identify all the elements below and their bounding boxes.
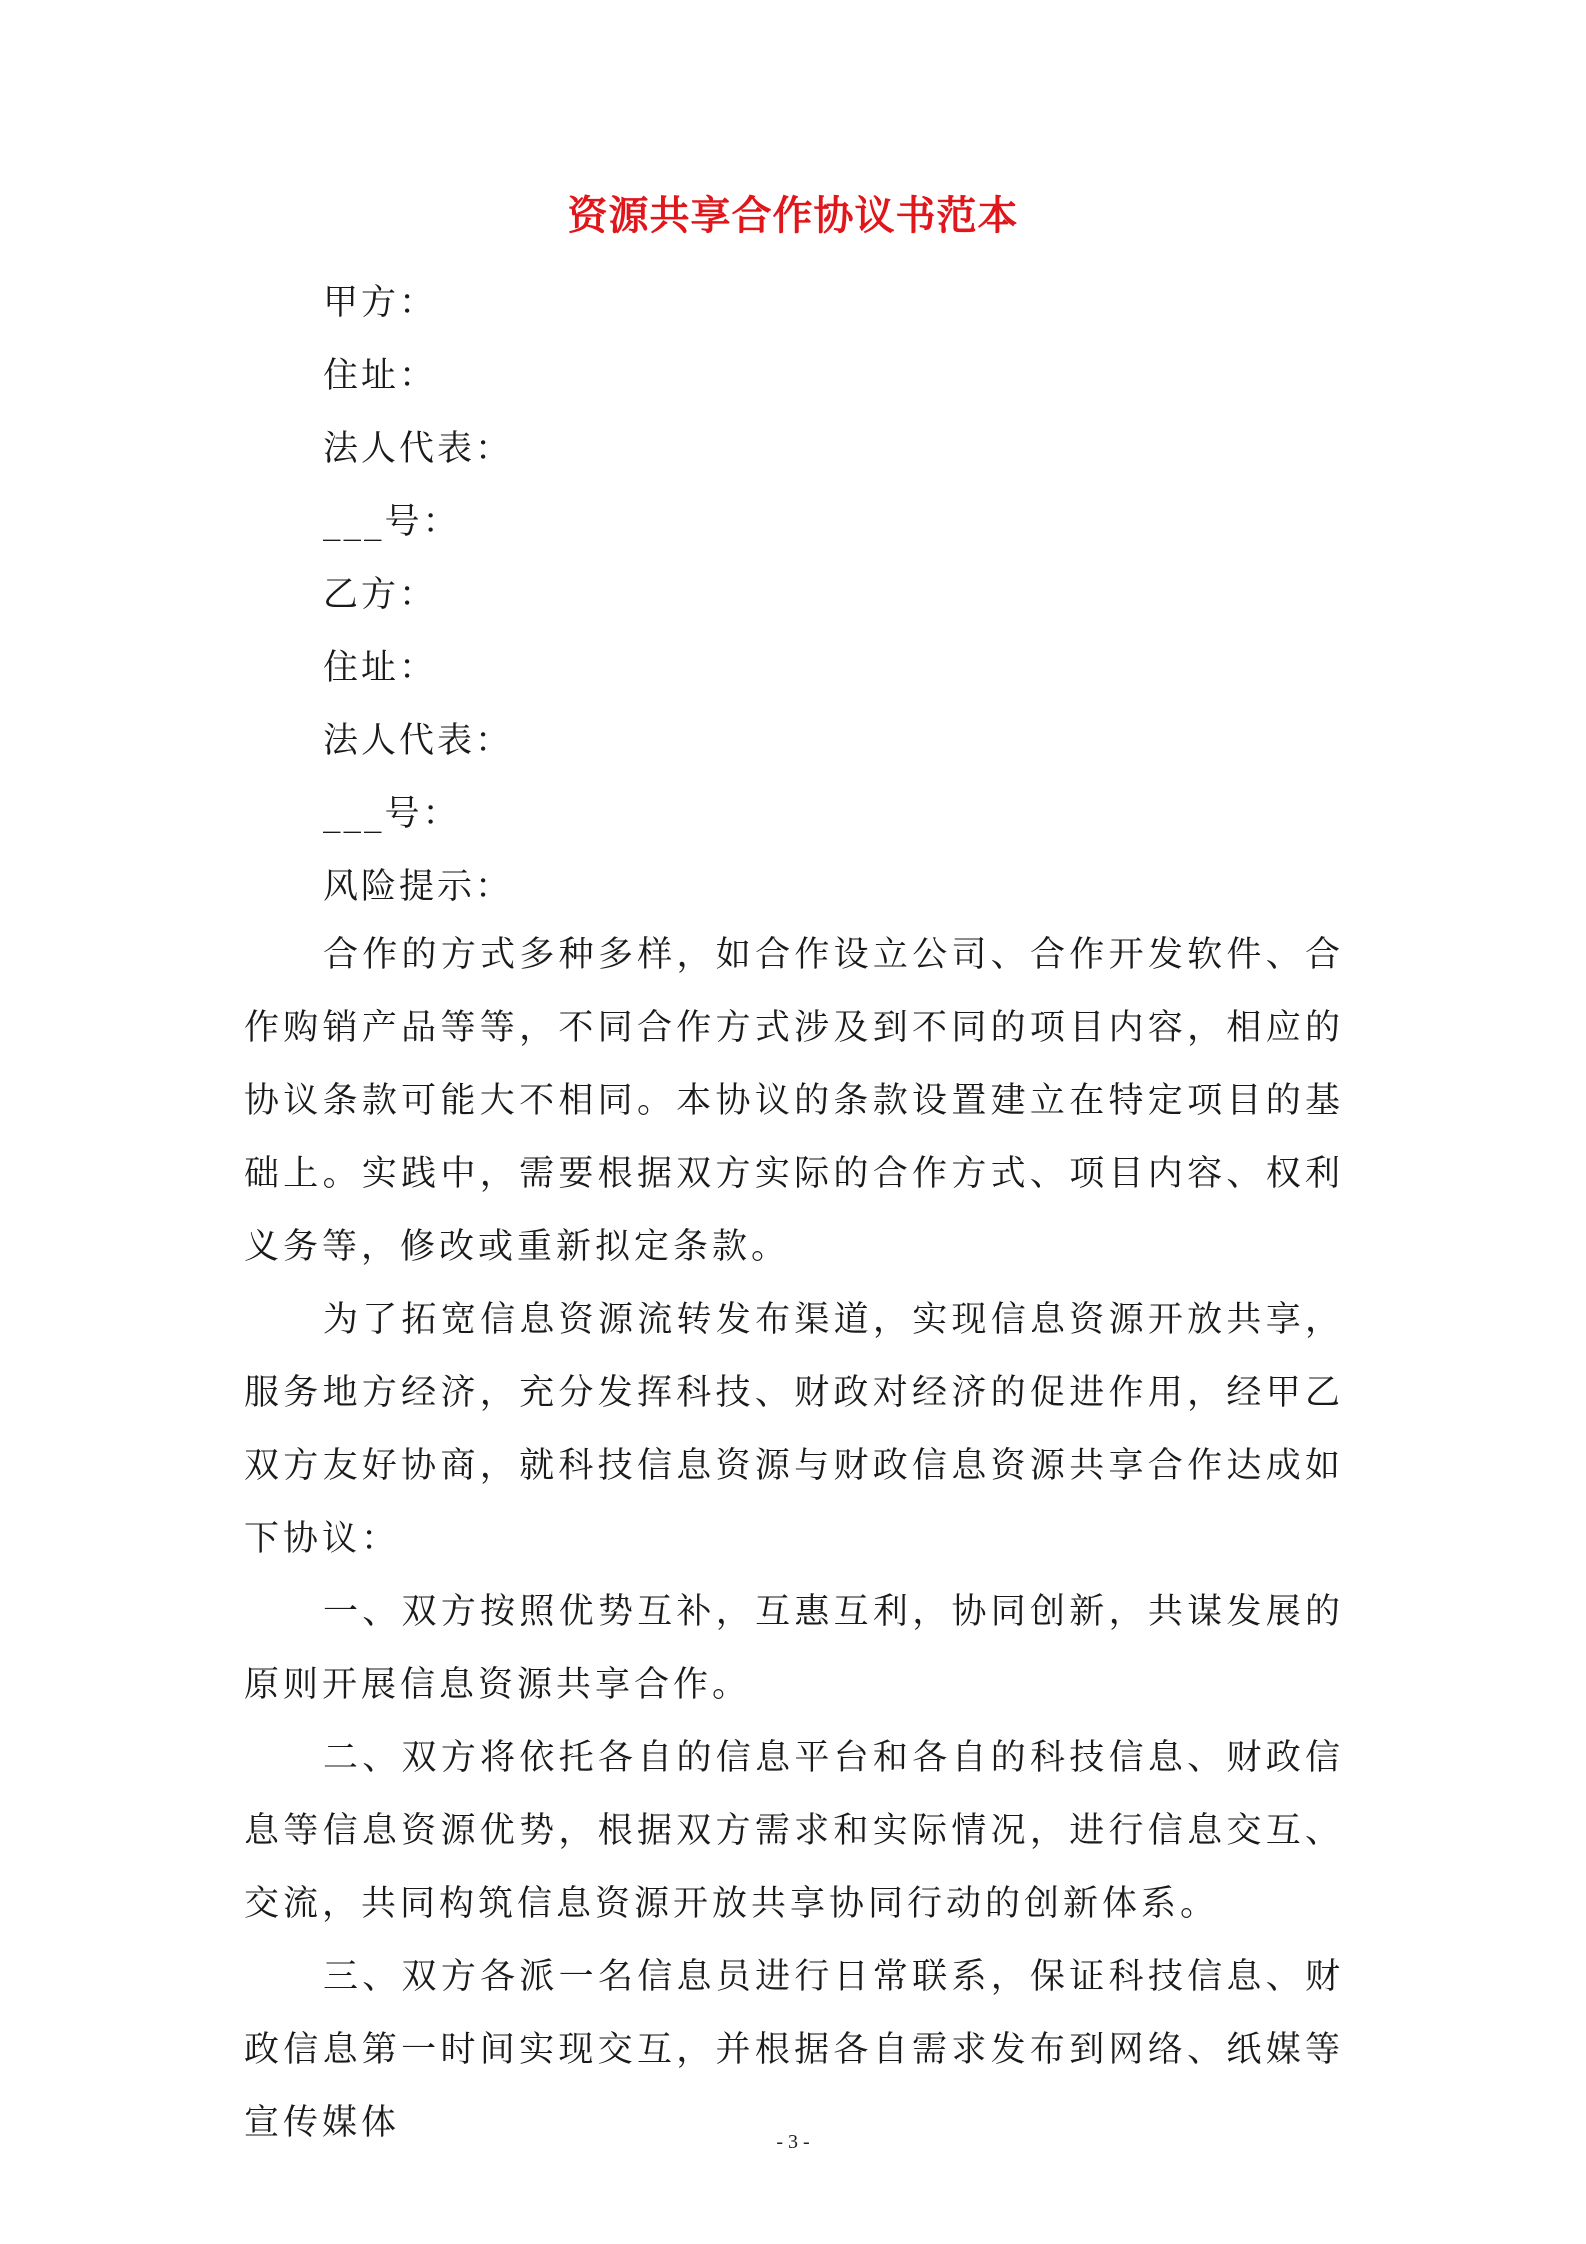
field-address-a: 住址： <box>323 356 438 396</box>
field-number-a: ___号： <box>323 502 461 542</box>
paragraph-clause-1: 一、双方按照优势互补，互惠互利，协同创新，共谋发展的原则开展信息资源共享合作。 <box>244 1592 1344 1705</box>
paragraph-intro: 为了拓宽信息资源流转发布渠道，实现信息资源开放共享，服务地方经济，充分发挥科技、财政对经济的促进作用，经甲乙双方友好协商，就科技信息资源与财政信息资源共享合作达成如下协议： <box>244 1300 1344 1559</box>
field-number-b: ___号： <box>323 794 461 834</box>
paragraph-risk-notice: 合作的方式多种多样，如合作设立公司、合作开发软件、合作购销产品等等，不同合作方式涉及到不同的项目内容，相应的协议条款可能大不相同。本协议的条款设置建立在特定项目的基础上。实践中，需要根据双方实际的合作方式、项目内容、权利义务等，修改或重新拟定条款。 <box>244 935 1344 1267</box>
field-party-b: 乙方： <box>323 575 438 615</box>
field-legal-rep-b: 法人代表： <box>323 721 514 761</box>
paragraph-clause-3: 三、双方各派一名信息员进行日常联系，保证科技信息、财政信息第一时间实现交互，并根据各自需求发布到网络、纸媒等宣传媒体 <box>244 1957 1344 2143</box>
page-number: - 3 - <box>776 2131 810 2153</box>
field-address-b: 住址： <box>323 648 438 688</box>
party-info-fields <box>323 267 1343 924</box>
field-risk-notice: 风险提示： <box>323 867 514 907</box>
field-legal-rep-a: 法人代表： <box>323 429 514 469</box>
paragraph-clause-2: 二、双方将依托各自的信息平台和各自的科技信息、财政信息等信息资源优势，根据双方需求和实际情况，进行信息交互、交流，共同构筑信息资源开放共享协同行动的创新体系。 <box>244 1738 1344 1924</box>
field-party-a: 甲方： <box>323 283 438 323</box>
agreement-body <box>244 919 1344 2160</box>
document-title: 资源共享合作协议书范本 <box>567 192 1019 239</box>
